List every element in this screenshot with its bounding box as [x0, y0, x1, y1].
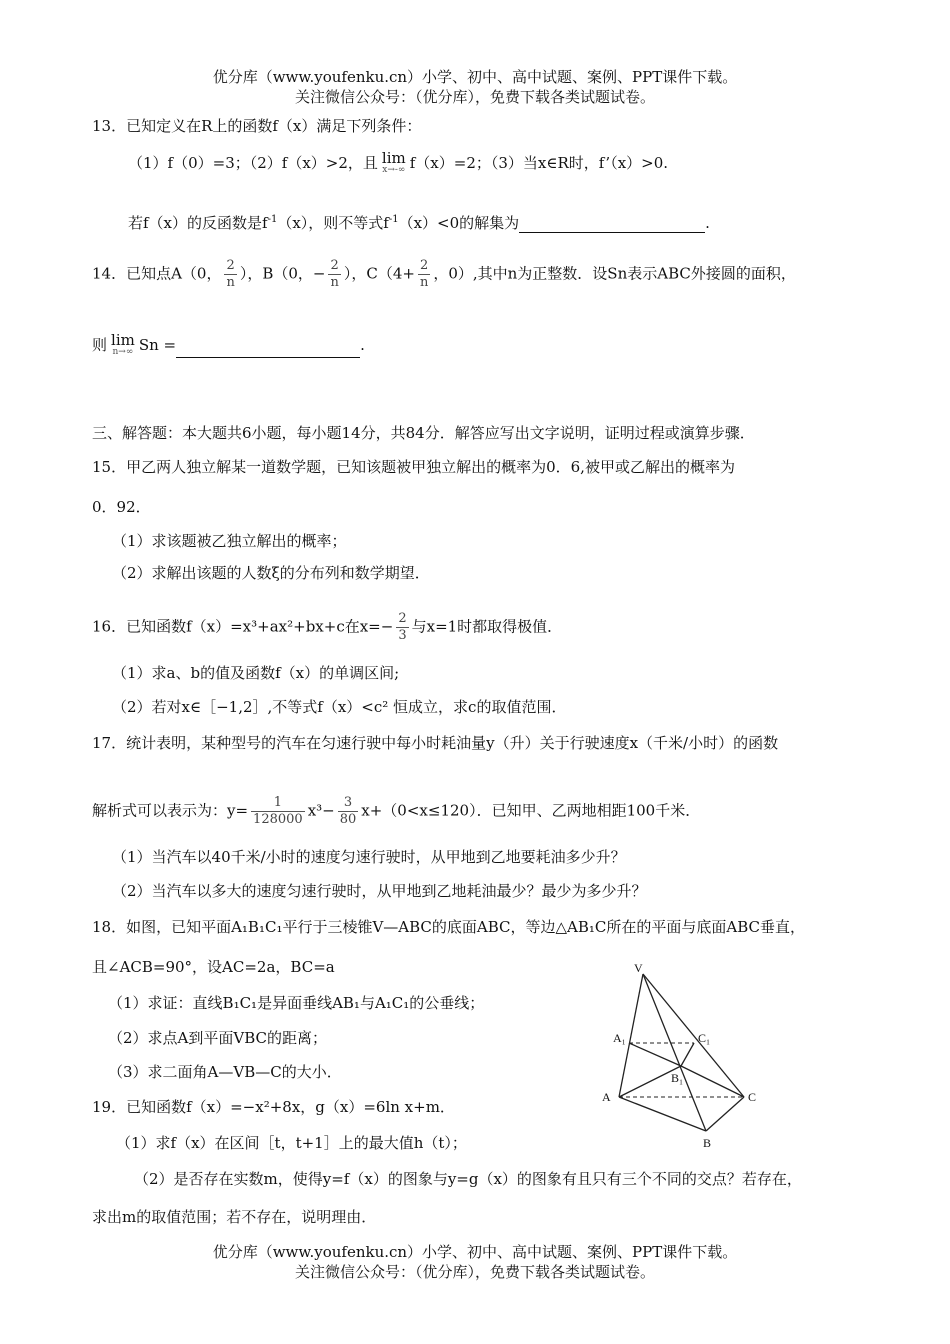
- frac-den: n: [419, 275, 429, 290]
- q16-sub-2: （2）若对x∈［−1,2］,不等式f（x）<c² 恒成立，求c的取值范围．: [112, 698, 567, 716]
- label-A: A: [602, 1090, 611, 1104]
- frac-num: 1: [273, 795, 282, 810]
- q14-frac-3: [418, 258, 430, 291]
- q18-line-1: 18．如图，已知平面A₁B₁C₁平行于三棱锥V—ABC的底面ABC，等边△AB₁C所在的平面与底面ABC垂直，: [92, 918, 806, 936]
- q18-sub-1: （1）求证：直线B₁C₁是异面垂线AB₁与A₁C₁的公垂线；: [108, 994, 485, 1012]
- q13-answer-blank[interactable]: [519, 216, 705, 233]
- edge-C1B1: [681, 1043, 694, 1066]
- q14-l2b: Sn =: [138, 336, 177, 354]
- frac-num: 2: [398, 611, 407, 626]
- q13-inv-2: （x），则不等式f: [277, 214, 389, 232]
- q19-sub-2: （2）是否存在实数m，使得y=f（x）的图象与y=g（x）的图象有且只有三个不同的交点？若存在，: [134, 1170, 802, 1188]
- q13-sup-2: -1: [388, 214, 399, 225]
- lim-sub: n→∞: [112, 347, 134, 357]
- frac-num: 2: [420, 258, 429, 273]
- section-3-heading: 三、解答题：本大题共6小题，每小题14分，共84分．解答应写出文字说明，证明过程或演算步骤．: [92, 424, 755, 442]
- edge-A1B1: [629, 1043, 681, 1066]
- q13-end: .: [705, 214, 710, 232]
- label-C: C: [748, 1090, 757, 1104]
- q14-frac-1: [224, 258, 236, 291]
- edge-CB: [706, 1097, 744, 1131]
- q17-line-1: 17．统计表明，某种型号的汽车在匀速行驶中每小时耗油量y（升）关于行驶速度x（千米/小时）的函数: [92, 734, 779, 752]
- header-line-1: 优分库（www.youfenku.cn）小学、初中、高中试题、案例、PPT课件下载。: [212, 68, 738, 86]
- q17-l2c: x+（0<x≤120）．已知甲、乙两地相距100千米．: [361, 801, 701, 820]
- q15-sub-1: （1）求该题被乙独立解出的概率；: [112, 532, 347, 550]
- q14-end: .: [360, 336, 365, 354]
- q14-p3: ），C（4+: [343, 264, 415, 283]
- q14-limit: [111, 331, 135, 358]
- q17-sub-1: （1）当汽车以40千米/小时的速度匀速行驶时，从甲地到乙地要耗油多少升？: [112, 848, 626, 866]
- q16-l1a: 16．已知函数f（x）=x³+ax²+bx+c在x=−: [92, 617, 394, 636]
- q18-line-2: 且∠ACB=90°，设AC=2a，BC=a: [92, 958, 335, 976]
- q13-limit: [381, 149, 406, 176]
- frac-num: 2: [226, 258, 235, 273]
- lim-word: lim: [111, 331, 135, 349]
- q13-stem: 13．已知定义在R上的函数f（x）满足下列条件：: [92, 117, 422, 135]
- q14-line-2: [92, 331, 365, 358]
- frac-num: 2: [330, 258, 339, 273]
- q17-frac-1: [251, 795, 305, 828]
- label-B1: B₁: [671, 1071, 684, 1085]
- footer-line-2: 关注微信公众号：（优分库），免费下载各类试题试卷。: [294, 1263, 655, 1281]
- frac-den: 3: [398, 628, 407, 643]
- label-B: B: [703, 1136, 712, 1150]
- q17-sub-2: （2）当汽车以多大的速度匀速行驶时，从甲地到乙地耗油最少？最少为多少升？: [112, 882, 647, 900]
- edge-AB: [619, 1097, 706, 1131]
- q17-line-2: [92, 795, 700, 828]
- q14-p1: 14．已知点A（0，: [92, 264, 222, 283]
- q17-l2a: 解析式可以表示为：y=: [92, 801, 249, 820]
- q16-sub-1: （1）求a、b的值及函数f（x）的单调区间;: [112, 664, 400, 682]
- q14-l2a: 则: [92, 336, 108, 354]
- q16-l1b: 与x=1时都取得极值．: [411, 617, 563, 636]
- q13-cond-part1: （1）f（0）=3；（2）f（x）>2，且: [128, 154, 378, 172]
- footer-line-1: 优分库（www.youfenku.cn）小学、初中、高中试题、案例、PPT课件下载。: [212, 1243, 738, 1261]
- q18-sub-2: （2）求点A到平面VBC的距离；: [108, 1029, 327, 1047]
- frac-den: n: [226, 275, 235, 290]
- label-C1: C₁: [698, 1031, 711, 1045]
- q13-cond-part2: f（x）=2；（3）当x∈R时，f’（x）>0.: [409, 154, 669, 172]
- q16-line-1: [92, 611, 562, 644]
- edge-VC: [643, 974, 744, 1097]
- q17-l2b: x³−: [307, 801, 335, 820]
- q13-inv-3: （x）<0的解集为: [398, 214, 520, 232]
- lim-word: lim: [381, 149, 406, 167]
- q19-sub-2b: 求出m的取值范围；若不存在，说明理由．: [92, 1208, 377, 1226]
- frac-den: 128000: [253, 812, 303, 827]
- q13-sup-1: -1: [267, 214, 278, 225]
- q13-conditions: [128, 149, 669, 176]
- q13-inverse: [128, 210, 710, 233]
- q15-line-1: 15．甲乙两人独立解某一道数学题，已知该题被甲独立解出的概率为0．6,被甲或乙解出的概率为: [92, 458, 735, 476]
- q14-frac-2: [328, 258, 340, 291]
- q14-line-1: [92, 258, 796, 291]
- q14-p4: ，0）,其中n为正整数．设Sn表示ABC外接圆的面积，: [433, 264, 796, 283]
- q19-line-1: 19．已知函数f（x）=−x²+8x，g（x）=6ln x+m．: [92, 1098, 455, 1116]
- label-V: V: [634, 961, 643, 975]
- q18-sub-3: （3）求二面角A—VB—C的大小．: [108, 1063, 342, 1081]
- header-line-2: 关注微信公众号：（优分库），免费下载各类试题试卷。: [294, 88, 655, 106]
- lim-sub: x→-∞: [382, 165, 406, 175]
- frac-num: 3: [343, 795, 353, 810]
- edge-VB: [643, 974, 706, 1131]
- label-A1: A₁: [613, 1031, 626, 1045]
- pyramid-figure: [596, 960, 776, 1150]
- q17-frac-2: [338, 795, 359, 828]
- q16-frac: [396, 611, 408, 644]
- frac-den: n: [330, 275, 339, 290]
- q14-p2: ），B（0，−: [239, 264, 326, 283]
- q15-sub-2: （2）求解出该题的人数ξ的分布列和数学期望．: [112, 564, 430, 582]
- q19-sub-1: （1）求f（x）在区间［t，t+1］上的最大值h（t）；: [116, 1134, 467, 1152]
- q14-answer-blank[interactable]: [176, 341, 360, 358]
- q15-line-2: 0．92．: [92, 498, 151, 516]
- q13-inv-1: 若f（x）的反函数是f: [128, 214, 268, 232]
- frac-den: 80: [339, 812, 357, 827]
